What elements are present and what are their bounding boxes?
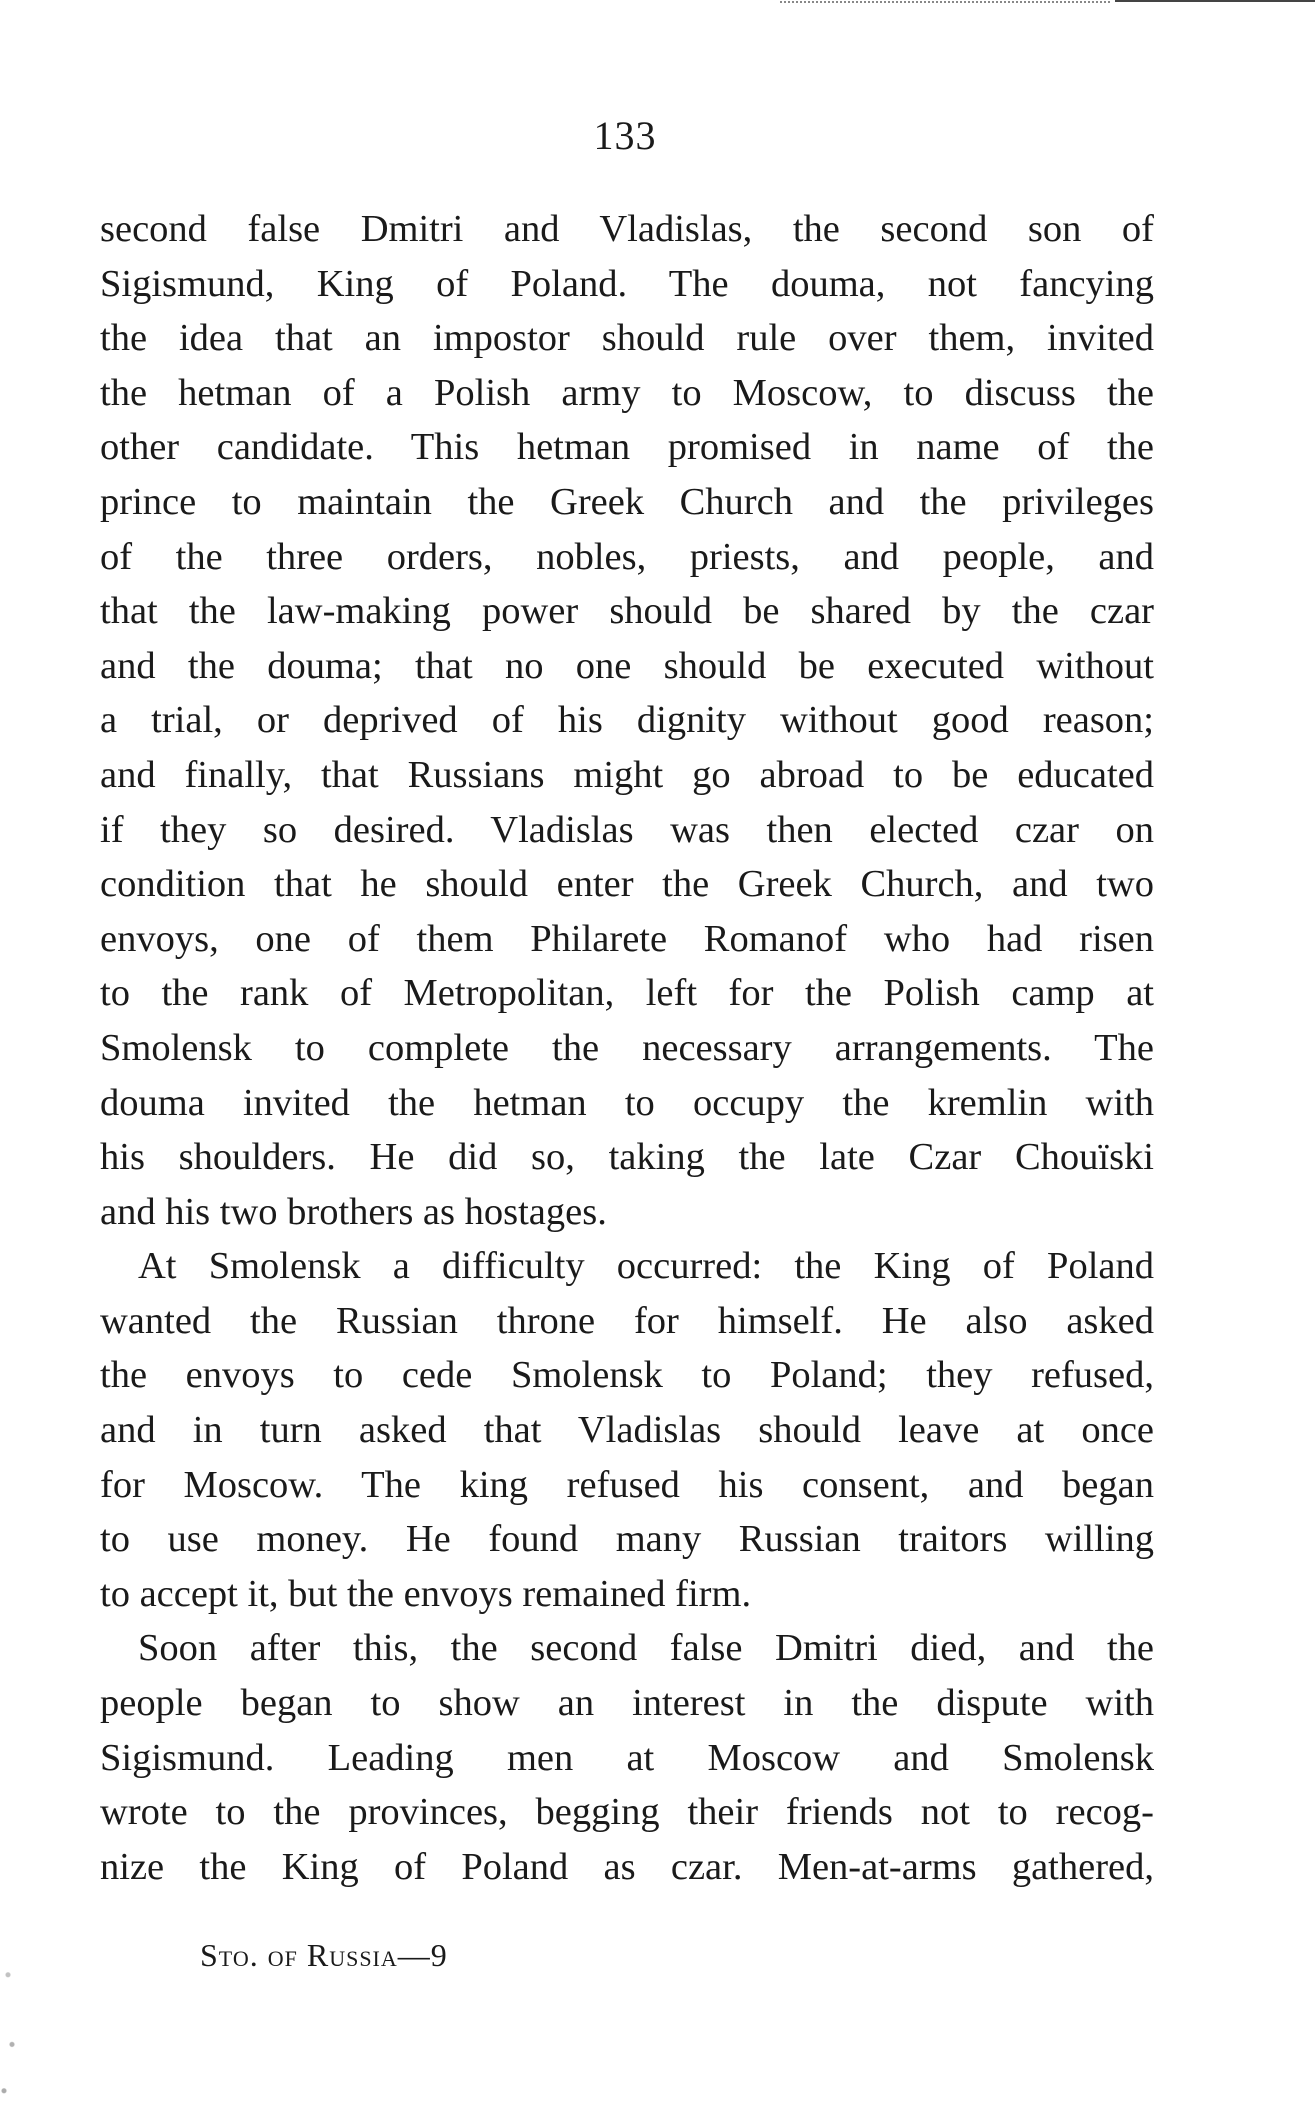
text-line: and in turn asked that Vladislas should leave at once xyxy=(100,1409,1154,1452)
paragraph-3 xyxy=(100,1621,1154,1894)
text-line: envoys, one of them Philarete Romanof who had risen xyxy=(100,917,1154,960)
paragraph-1 xyxy=(100,202,1154,1239)
text-line: and his two brothers as hostages. xyxy=(100,1190,607,1233)
text-line: the hetman of a Polish army to Moscow, to discuss the xyxy=(100,371,1154,414)
text-line: the idea that an impostor should rule over them, invited xyxy=(100,317,1154,360)
text-line: wanted the Russian throne for himself. He also asked xyxy=(100,1299,1154,1342)
paragraph-2 xyxy=(100,1239,1154,1621)
text-line: his shoulders. He did so, taking the late Czar Chouïski xyxy=(100,1136,1154,1179)
text-line: to use money. He found many Russian traitors willing xyxy=(100,1518,1154,1561)
text-line: condition that he should enter the Greek Church, and two xyxy=(100,863,1154,906)
text-line: Sigismund. Leading men at Moscow and Smolensk xyxy=(100,1736,1154,1779)
text-line: douma invited the hetman to occupy the kremlin with xyxy=(100,1081,1154,1124)
text-line: At Smolensk a difficulty occurred: the King of Poland xyxy=(138,1245,1154,1288)
text-line: to accept it, but the envoys remained firm. xyxy=(100,1572,752,1615)
text-line: and finally, that Russians might go abroad to be educated xyxy=(100,753,1154,796)
text-line: Soon after this, the second false Dmitri died, and the xyxy=(138,1627,1154,1670)
text-line: wrote to the provinces, begging their friends not to recog- xyxy=(100,1791,1154,1834)
text-line: people began to show an interest in the dispute with xyxy=(100,1682,1154,1725)
text-line: and the douma; that no one should be executed without xyxy=(100,644,1154,687)
text-line: that the law-making power should be shared by the czar xyxy=(100,590,1154,633)
text-line: if they so desired. Vladislas was then elected czar on xyxy=(100,808,1154,851)
text-line: prince to maintain the Greek Church and the privileges xyxy=(100,480,1154,523)
text-line: other candidate. This hetman promised in name of the xyxy=(100,426,1154,469)
top-edge-rule xyxy=(1115,0,1315,2)
text-line: the envoys to cede Smolensk to Poland; they refused, xyxy=(100,1354,1154,1397)
body-text xyxy=(100,202,1154,1894)
top-edge-dotted-rule xyxy=(780,1,1110,3)
text-line: second false Dmitri and Vladislas, the second son of xyxy=(100,208,1154,250)
text-line: Sigismund, King of Poland. The douma, not fancying xyxy=(100,262,1154,305)
signature-mark: Sto. of Russia—9 xyxy=(200,1937,448,1973)
text-line: for Moscow. The king refused his consent, and began xyxy=(100,1463,1154,1506)
binding-edge-speckle xyxy=(0,1650,40,2114)
text-line: Smolensk to complete the necessary arrangements. The xyxy=(100,1026,1154,1069)
text-line: a trial, or deprived of his dignity without good reason; xyxy=(100,699,1154,742)
text-line: nize the King of Poland as czar. Men-at-arms gathered, xyxy=(100,1845,1154,1888)
text-line: of the three orders, nobles, priests, and people, and xyxy=(100,535,1154,578)
page-number: 133 xyxy=(593,113,657,158)
text-line: to the rank of Metropolitan, left for the Polish camp at xyxy=(100,972,1154,1015)
